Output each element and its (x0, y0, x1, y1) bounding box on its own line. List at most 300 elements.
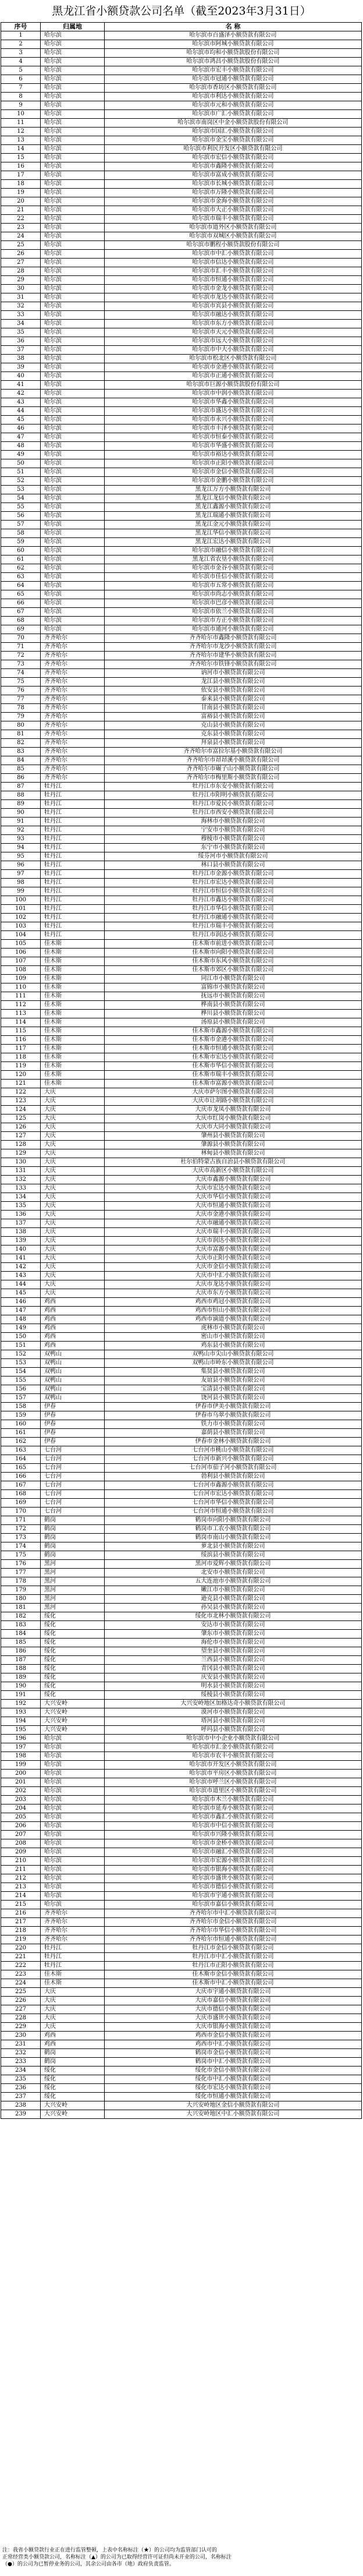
company-name-cell: 哈尔滨市利达小额贷款有限公司 (105, 93, 362, 101)
serial-cell: 81 (1, 730, 41, 739)
footnotes (2, 2547, 361, 2568)
serial-cell: 61 (1, 555, 41, 564)
table-row (1, 634, 362, 643)
region-cell: 牡丹江 (41, 870, 105, 879)
serial-cell: 144 (1, 1280, 41, 1289)
serial-cell: 151 (1, 1342, 41, 1350)
serial-cell: 4 (1, 58, 41, 66)
table-row (1, 1612, 362, 1621)
region-cell: 佳木斯 (41, 1027, 105, 1036)
company-name-cell: 佳木斯市东风小额贷款有限公司 (105, 957, 362, 966)
header-name: 名 称 (105, 23, 362, 31)
company-name-cell: 鸡东县小额贷款有限公司 (105, 1342, 362, 1350)
region-cell: 哈尔滨 (41, 451, 105, 459)
serial-cell: 100 (1, 896, 41, 905)
company-name-cell: 哈尔滨市汇金小额贷款有限公司 (105, 1743, 362, 1752)
company-name-cell: 牡丹江市正阳小额贷款有限公司 (105, 1962, 362, 1970)
table-row (1, 949, 362, 957)
region-cell: 哈尔滨 (41, 599, 105, 608)
table-row (1, 302, 362, 311)
region-cell: 牡丹江 (41, 835, 105, 844)
serial-cell: 150 (1, 1333, 41, 1342)
table-row (1, 625, 362, 634)
region-cell: 大庆 (41, 1123, 105, 1132)
company-name-cell: 牡丹江市西安小额贷款有限公司 (105, 809, 362, 818)
company-name-cell: 肇源县小额贷款有限公司 (105, 1141, 362, 1149)
table-row (1, 31, 362, 40)
serial-cell: 138 (1, 1228, 41, 1237)
company-name-cell: 萝北县小额贷款有限公司 (105, 1542, 362, 1551)
table-row (1, 861, 362, 870)
company-name-cell: 黑龙江瑞通小额贷款有限公司 (105, 512, 362, 521)
region-cell: 哈尔滨 (41, 1874, 105, 1883)
region-cell: 大兴安岭 (41, 1726, 105, 1735)
company-name-cell: 齐齐哈尔市龙沙小额贷款有限公司 (105, 643, 362, 652)
region-cell: 齐齐哈尔 (41, 1909, 105, 1918)
serial-cell: 33 (1, 311, 41, 320)
table-row (1, 1804, 362, 1813)
serial-cell: 233 (1, 2058, 41, 2067)
serial-cell: 236 (1, 2084, 41, 2093)
table-row (1, 582, 362, 590)
table-row (1, 49, 362, 58)
serial-cell: 234 (1, 2067, 41, 2075)
region-cell: 哈尔滨 (41, 468, 105, 477)
table-row (1, 442, 362, 451)
serial-cell: 134 (1, 1193, 41, 1202)
company-name-cell: 七台河市桃山小额贷款有限公司 (105, 1446, 362, 1455)
region-cell: 齐齐哈尔 (41, 1927, 105, 1935)
serial-cell: 179 (1, 1586, 41, 1595)
table-row (1, 2084, 362, 2093)
company-name-cell: 鸡西市鸡冠小额贷款有限公司 (105, 1298, 362, 1307)
company-name-cell: 哈尔滨市华盛小额贷款有限公司 (105, 442, 362, 451)
table-row (1, 1726, 362, 1735)
table-row (1, 1228, 362, 1237)
region-cell: 佳木斯 (41, 957, 105, 966)
company-name-cell: 牡丹江市华信小额贷款有限公司 (105, 905, 362, 914)
table-row (1, 1717, 362, 1726)
region-cell: 大庆 (41, 1997, 105, 2005)
company-name-cell: 林甸县小额贷款有限公司 (105, 1149, 362, 1158)
region-cell: 牡丹江 (41, 852, 105, 861)
region-cell: 哈尔滨 (41, 250, 105, 259)
table-row (1, 687, 362, 695)
serial-cell: 213 (1, 1883, 41, 1892)
table-row (1, 1411, 362, 1420)
serial-cell: 31 (1, 293, 41, 302)
company-name-cell: 哈尔滨市金鹏小额贷款有限公司 (105, 477, 362, 486)
region-cell: 大庆 (41, 1245, 105, 1254)
serial-cell: 53 (1, 486, 41, 494)
table-row (1, 267, 362, 276)
company-name-cell: 绥芬河市小额贷款有限公司 (105, 852, 362, 861)
table-row (1, 992, 362, 1001)
region-cell: 齐齐哈尔 (41, 669, 105, 678)
region-cell: 齐齐哈尔 (41, 687, 105, 695)
region-cell: 哈尔滨 (41, 582, 105, 590)
table-row (1, 2110, 362, 2119)
region-cell: 双鸭山 (41, 1368, 105, 1377)
company-name-cell: 哈尔滨市万隆小额贷款有限公司 (105, 189, 362, 197)
region-cell: 哈尔滨 (41, 171, 105, 180)
company-name-cell: 黑龙江龙信小额贷款有限公司 (105, 494, 362, 503)
company-name-cell: 伊春市金林小额贷款有限公司 (105, 1438, 362, 1446)
region-cell: 鸡西 (41, 1307, 105, 1315)
serial-cell: 157 (1, 1394, 41, 1403)
region-cell: 大庆 (41, 1228, 105, 1237)
serial-cell: 73 (1, 660, 41, 669)
serial-cell: 206 (1, 1822, 41, 1831)
table-row (1, 407, 362, 416)
region-cell: 大庆 (41, 1193, 105, 1202)
region-cell: 鸡西 (41, 1298, 105, 1307)
serial-cell: 226 (1, 1997, 41, 2005)
region-cell: 伊春 (41, 1411, 105, 1420)
company-name-cell: 绥化市金信小额贷款有限公司 (105, 2067, 362, 2075)
company-name-cell: 宁安市小额贷款有限公司 (105, 826, 362, 835)
region-cell: 哈尔滨 (41, 276, 105, 285)
table-row (1, 398, 362, 407)
table-row (1, 119, 362, 128)
region-cell: 哈尔滨 (41, 346, 105, 355)
table-row (1, 1385, 362, 1394)
company-name-cell: 哈尔滨市嘉信小额贷款有限公司 (105, 1901, 362, 1909)
region-cell: 齐齐哈尔 (41, 1935, 105, 1944)
serial-cell: 118 (1, 1053, 41, 1062)
serial-cell: 49 (1, 451, 41, 459)
region-cell: 大庆 (41, 1158, 105, 1167)
table-header-row (1, 23, 362, 31)
company-name-cell: 友谊县小额贷款有限公司 (105, 1377, 362, 1385)
region-cell: 鹤岗 (41, 1551, 105, 1560)
company-name-cell: 哈尔滨市国汇小额贷款有限公司 (105, 128, 362, 136)
table-row (1, 1569, 362, 1577)
serial-cell: 185 (1, 1639, 41, 1647)
table-row (1, 1324, 362, 1333)
company-name-cell: 大兴安岭地区中汇小额贷款有限公司 (105, 2110, 362, 2119)
table-row (1, 818, 362, 826)
region-cell: 哈尔滨 (41, 590, 105, 599)
table-row (1, 1970, 362, 1979)
company-name-cell: 大庆市让胡路小额贷款有限公司 (105, 1097, 362, 1106)
serial-cell: 123 (1, 1097, 41, 1106)
serial-cell: 78 (1, 704, 41, 713)
company-name-cell: 龙江县小额贷款有限公司 (105, 678, 362, 687)
company-name-cell: 齐齐哈尔市昂昂溪小额贷款有限公司 (105, 756, 362, 765)
serial-cell: 148 (1, 1315, 41, 1324)
region-cell: 哈尔滨 (41, 625, 105, 634)
company-name-cell: 哈尔滨市鹏程小额贷款股份有限公司 (105, 241, 362, 250)
serial-cell: 21 (1, 206, 41, 215)
region-cell: 哈尔滨 (41, 442, 105, 451)
table-row (1, 678, 362, 687)
region-cell: 大兴安岭 (41, 2101, 105, 2110)
serial-cell: 52 (1, 477, 41, 486)
table-row (1, 1577, 362, 1586)
serial-cell: 196 (1, 1735, 41, 1743)
table-row (1, 1883, 362, 1892)
serial-cell: 116 (1, 1036, 41, 1045)
serial-cell: 12 (1, 128, 41, 136)
table-row (1, 494, 362, 503)
company-name-cell: 大庆市宇通小额贷款有限公司 (105, 1988, 362, 1997)
serial-cell: 72 (1, 652, 41, 660)
table-row (1, 1673, 362, 1682)
serial-cell: 117 (1, 1045, 41, 1053)
region-cell: 哈尔滨 (41, 1883, 105, 1892)
company-name-cell: 逊克县小额贷款有限公司 (105, 1595, 362, 1604)
table-row (1, 372, 362, 381)
region-cell: 牡丹江 (41, 826, 105, 835)
table-row (1, 416, 362, 424)
region-cell: 牡丹江 (41, 887, 105, 896)
serial-cell: 99 (1, 887, 41, 896)
company-name-cell: 汤原县小额贷款有限公司 (105, 1018, 362, 1027)
serial-cell: 70 (1, 634, 41, 643)
table-row (1, 1770, 362, 1778)
company-name-cell: 佳木斯市中汇小额贷款有限公司 (105, 1979, 362, 1988)
region-cell: 哈尔滨 (41, 1857, 105, 1866)
serial-cell: 207 (1, 1831, 41, 1839)
region-cell: 哈尔滨 (41, 66, 105, 75)
serial-cell: 227 (1, 2005, 41, 2014)
company-name-cell: 哈尔滨市裕达小额贷款有限公司 (105, 451, 362, 459)
table-row (1, 1595, 362, 1604)
serial-cell: 67 (1, 608, 41, 617)
company-name-cell: 大庆市瑞丰小额贷款有限公司 (105, 1228, 362, 1237)
region-cell: 大庆 (41, 1097, 105, 1106)
serial-cell: 172 (1, 1525, 41, 1534)
company-name-cell: 哈尔滨市宾县小额贷款有限公司 (105, 302, 362, 311)
company-name-cell: 鸡西市滴道小额贷款有限公司 (105, 1315, 362, 1324)
company-name-cell: 哈尔滨市中小企业小额贷款有限公司 (105, 1735, 362, 1743)
table-row (1, 486, 362, 494)
table-row (1, 171, 362, 180)
serial-cell: 64 (1, 582, 41, 590)
company-name-cell: 肇州县小额贷款有限公司 (105, 1132, 362, 1141)
region-cell: 黑河 (41, 1569, 105, 1577)
serial-cell: 9 (1, 101, 41, 110)
serial-cell: 228 (1, 2014, 41, 2023)
serial-cell: 62 (1, 564, 41, 573)
serial-cell: 205 (1, 1813, 41, 1822)
company-table (1, 22, 362, 2119)
table-row (1, 1866, 362, 1874)
company-name-cell: 哈尔滨市利民开发区小额贷款有限公司 (105, 145, 362, 154)
table-row (1, 84, 362, 93)
company-name-cell: 哈尔滨市金海小额贷款有限公司 (105, 197, 362, 206)
region-cell: 绥化 (41, 1673, 105, 1682)
region-cell: 大兴安岭 (41, 2110, 105, 2119)
region-cell: 佳木斯 (41, 1010, 105, 1018)
table-row (1, 136, 362, 145)
serial-cell: 127 (1, 1132, 41, 1141)
table-row (1, 355, 362, 363)
serial-cell: 60 (1, 547, 41, 555)
region-cell: 齐齐哈尔 (41, 643, 105, 652)
table-row (1, 1272, 362, 1280)
region-cell: 哈尔滨 (41, 521, 105, 529)
table-row (1, 1892, 362, 1901)
table-row (1, 669, 362, 678)
company-name-cell: 佳木斯市宏达小额贷款有限公司 (105, 1053, 362, 1062)
table-row (1, 721, 362, 730)
region-cell: 哈尔滨 (41, 1752, 105, 1761)
region-cell: 齐齐哈尔 (41, 774, 105, 783)
table-row (1, 844, 362, 852)
serial-cell: 47 (1, 433, 41, 442)
serial-cell: 76 (1, 687, 41, 695)
table-row (1, 1874, 362, 1883)
table-row (1, 1263, 362, 1272)
company-name-cell: 明水县小额贷款有限公司 (105, 1682, 362, 1691)
serial-cell: 187 (1, 1656, 41, 1665)
region-cell: 佳木斯 (41, 1062, 105, 1071)
table-row (1, 590, 362, 599)
serial-cell: 55 (1, 503, 41, 512)
serial-cell: 40 (1, 372, 41, 381)
serial-cell: 125 (1, 1114, 41, 1123)
serial-cell: 65 (1, 590, 41, 599)
table-row (1, 966, 362, 975)
table-row (1, 879, 362, 887)
region-cell: 大庆 (41, 1254, 105, 1263)
table-row (1, 809, 362, 818)
table-row (1, 1245, 362, 1254)
table-row (1, 293, 362, 302)
company-name-cell: 哈尔滨市元和小额贷款有限公司 (105, 101, 362, 110)
region-cell: 哈尔滨 (41, 241, 105, 250)
serial-cell: 232 (1, 2049, 41, 2058)
region-cell: 哈尔滨 (41, 372, 105, 381)
table-row (1, 1935, 362, 1944)
table-row (1, 145, 362, 154)
region-cell: 鸡西 (41, 2040, 105, 2049)
serial-cell: 28 (1, 267, 41, 276)
table-row (1, 1420, 362, 1429)
region-cell: 鸡西 (41, 1342, 105, 1350)
serial-cell: 98 (1, 879, 41, 887)
serial-cell: 58 (1, 529, 41, 538)
serial-cell: 156 (1, 1385, 41, 1394)
region-cell: 哈尔滨 (41, 1761, 105, 1770)
region-cell: 哈尔滨 (41, 564, 105, 573)
serial-cell: 129 (1, 1149, 41, 1158)
company-name-cell: 齐齐哈尔市梅里斯小额贷款有限公司 (105, 774, 362, 783)
company-name-cell: 勃利县小额贷款有限公司 (105, 1473, 362, 1481)
company-name-cell: 伊春市乌翠小额贷款有限公司 (105, 1411, 362, 1420)
region-cell: 哈尔滨 (41, 1892, 105, 1901)
company-name-cell: 大兴安岭地区加格达奇小额贷款有限公司 (105, 1700, 362, 1708)
region-cell: 佳木斯 (41, 1071, 105, 1080)
region-cell: 大庆 (41, 1149, 105, 1158)
region-cell: 牡丹江 (41, 791, 105, 800)
table-row (1, 1053, 362, 1062)
region-cell: 哈尔滨 (41, 93, 105, 101)
serial-cell: 170 (1, 1508, 41, 1516)
region-cell: 哈尔滨 (41, 416, 105, 424)
company-name-cell: 哈尔滨市双城区小额贷款有限公司 (105, 232, 362, 241)
region-cell: 七台河 (41, 1464, 105, 1473)
serial-cell: 219 (1, 1935, 41, 1944)
company-name-cell: 黑龙江宏达小额贷款有限公司 (105, 538, 362, 547)
serial-cell: 171 (1, 1516, 41, 1525)
serial-cell: 238 (1, 2101, 41, 2110)
region-cell: 牡丹江 (41, 1953, 105, 1962)
region-cell: 哈尔滨 (41, 58, 105, 66)
serial-cell: 89 (1, 800, 41, 809)
serial-cell: 136 (1, 1211, 41, 1219)
table-row (1, 1315, 362, 1324)
region-cell: 哈尔滨 (41, 75, 105, 84)
table-row (1, 2005, 362, 2014)
region-cell: 哈尔滨 (41, 189, 105, 197)
serial-cell: 216 (1, 1909, 41, 1918)
table-row (1, 1979, 362, 1988)
table-row (1, 1010, 362, 1018)
company-name-cell: 饶河县小额贷款有限公司 (105, 1394, 362, 1403)
header-serial: 序号 (1, 23, 41, 31)
serial-cell: 8 (1, 93, 41, 101)
serial-cell: 10 (1, 110, 41, 119)
region-cell: 绥化 (41, 2075, 105, 2084)
table-row (1, 128, 362, 136)
region-cell: 哈尔滨 (41, 1822, 105, 1831)
company-name-cell: 富锦市小额贷款有限公司 (105, 983, 362, 992)
company-name-cell: 宝清县小额贷款有限公司 (105, 1385, 362, 1394)
serial-cell: 101 (1, 905, 41, 914)
company-name-cell: 海伦市小额贷款有限公司 (105, 1639, 362, 1647)
region-cell: 双鸭山 (41, 1394, 105, 1403)
serial-cell: 166 (1, 1473, 41, 1481)
company-name-cell: 七台河市恒通小额贷款有限公司 (105, 1508, 362, 1516)
region-cell: 大兴安岭 (41, 1700, 105, 1708)
region-cell: 哈尔滨 (41, 259, 105, 267)
region-cell: 大庆 (41, 1280, 105, 1289)
serial-cell: 224 (1, 1979, 41, 1988)
region-cell: 绥化 (41, 1647, 105, 1656)
serial-cell: 6 (1, 75, 41, 84)
serial-cell: 24 (1, 232, 41, 241)
region-cell: 哈尔滨 (41, 1735, 105, 1743)
company-name-cell: 牡丹江市融通小额贷款有限公司 (105, 914, 362, 922)
table-row (1, 1560, 362, 1569)
table-row (1, 1682, 362, 1691)
serial-cell: 115 (1, 1027, 41, 1036)
region-cell: 哈尔滨 (41, 320, 105, 328)
serial-cell: 83 (1, 748, 41, 756)
table-row (1, 1333, 362, 1342)
company-name-cell: 哈尔滨市道外区小额贷款有限公司 (105, 224, 362, 232)
serial-cell: 19 (1, 189, 41, 197)
company-name-cell: 黑河市爱辉小额贷款有限公司 (105, 1560, 362, 1569)
serial-cell: 197 (1, 1743, 41, 1752)
serial-cell: 225 (1, 1988, 41, 1997)
company-name-cell: 哈尔滨市百盛泽小额贷款有限公司 (105, 31, 362, 40)
serial-cell: 133 (1, 1184, 41, 1193)
company-name-cell: 北安市小额贷款有限公司 (105, 1569, 362, 1577)
company-name-cell: 哈尔滨市兴隆小额贷款有限公司 (105, 1831, 362, 1839)
serial-cell: 107 (1, 957, 41, 966)
table-row (1, 1813, 362, 1822)
footnote-line: （●）的公司为已暂停业务的公司，其余公司由各市（地）政府负责监管。 (2, 2561, 175, 2567)
table-row (1, 1621, 362, 1630)
table-body (1, 31, 362, 2119)
table-row (1, 1088, 362, 1097)
table-row (1, 477, 362, 486)
table-row (1, 1280, 362, 1289)
